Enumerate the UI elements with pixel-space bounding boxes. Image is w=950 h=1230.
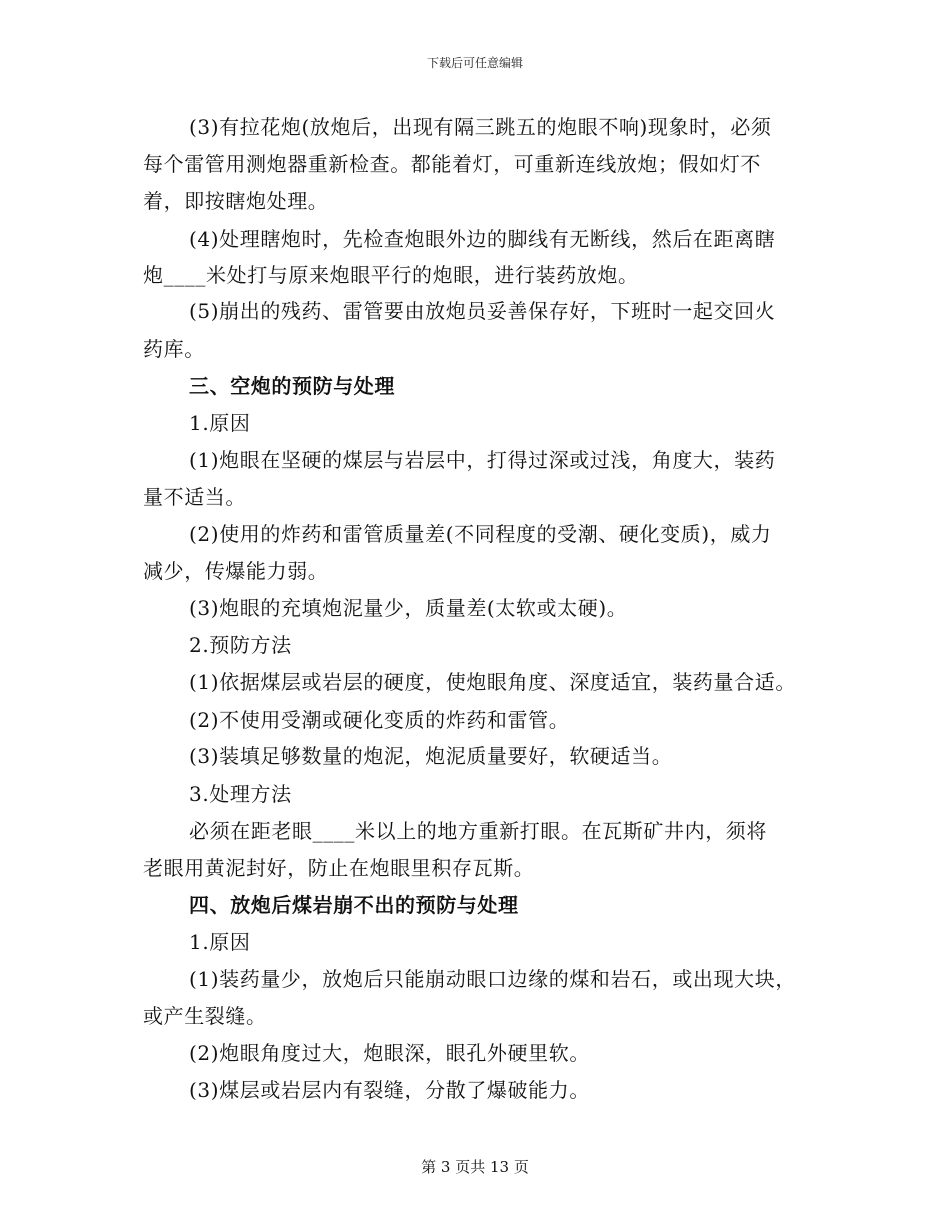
paragraph-line: (2)使用的炸药和雷管质量差(不同程度的受潮、硬化变质)，威力 [189, 522, 772, 546]
paragraph-line: (3)装填足够数量的炮泥，炮泥质量要好，软硬适当。 [189, 744, 673, 768]
paragraph-line: 每个雷管用测炮器重新检查。都能着灯，可重新连线放炮；假如灯不 [143, 152, 761, 176]
paragraph-line: (5)崩出的残药、雷管要由放炮员妥善保存好，下班时一起交回火 [189, 299, 776, 323]
subsection-heading: 1.原因 [189, 930, 251, 954]
paragraph-line: 炮____米处打与原来炮眼平行的炮眼，进行装药放炮。 [143, 263, 639, 287]
subsection-heading: 3.处理方法 [189, 782, 292, 806]
paragraph-line: (1)装药量少，放炮后只能崩动眼口边缘的煤和岩石，或出现大块， [189, 967, 796, 991]
subsection-heading: 2.预防方法 [189, 633, 292, 657]
paragraph-line: (2)炮眼角度过大，炮眼深，眼孔外硬里软。 [189, 1041, 590, 1065]
paragraph-line: 着，即按瞎炮处理。 [143, 189, 329, 213]
paragraph-line: (4)处理瞎炮时，先检查炮眼外边的脚线有无断线，然后在距离瞎 [189, 227, 776, 251]
paragraph-line: 或产生裂缝。 [143, 1004, 267, 1028]
paragraph-line: (2)不使用受潮或硬化变质的炸药和雷管。 [189, 708, 570, 732]
paragraph-line: 减少，传爆能力弱。 [143, 559, 329, 583]
page-footer: 第 3 页共 13 页 [421, 1158, 529, 1176]
paragraph-line: (3)有拉花炮(放炮后，出现有隔三跳五的炮眼不响)现象时，必须 [189, 115, 772, 139]
paragraph-line: (1)依据煤层或岩层的硬度，使炮眼角度、深度适宜，装药量合适。 [189, 670, 796, 694]
paragraph-line: (1)炮眼在坚硬的煤层与岩层中，打得过深或过浅，角度大，装药 [189, 448, 776, 472]
paragraph-line: (3)煤层或岩层内有裂缝，分散了爆破能力。 [189, 1078, 590, 1102]
section-heading: 四、放炮后煤岩崩不出的预防与处理 [189, 893, 519, 917]
paragraph-line: 老眼用黄泥封好，防止在炮眼里积存瓦斯。 [143, 856, 535, 880]
page-header: 下载后可任意编辑 [426, 56, 523, 70]
paragraph-line: (3)炮眼的充填炮泥量少，质量差(太软或太硬)。 [189, 596, 628, 620]
paragraph-line: 必须在距老眼____米以上的地方重新打眼。在瓦斯矿井内，须将 [189, 819, 767, 843]
subsection-heading: 1.原因 [189, 411, 251, 435]
paragraph-line: 量不适当。 [143, 485, 246, 509]
paragraph-line: 药库。 [143, 337, 205, 361]
section-heading: 三、空炮的预防与处理 [189, 374, 395, 398]
